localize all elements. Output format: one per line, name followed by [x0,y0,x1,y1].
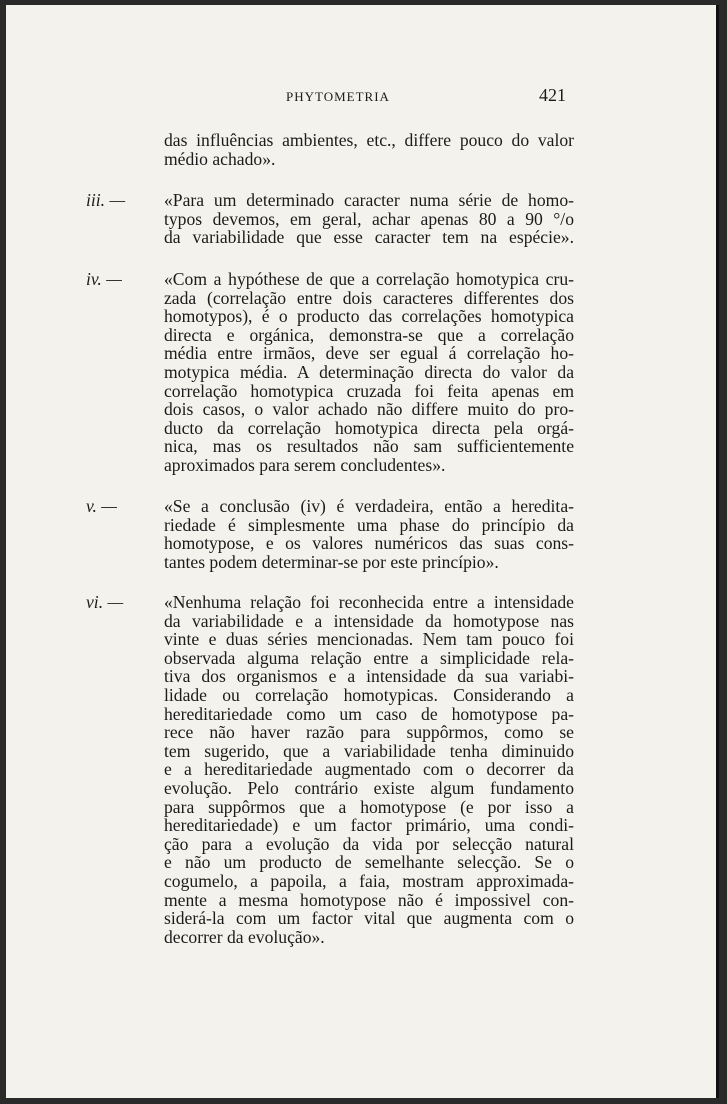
text-line: mente a mesma homotypose não é impossivel con- [164,889,574,910]
text-line: cogumelo, a papoila, a faia, mostram approximada- [164,870,574,891]
text-line: nica, mas os resultados não sam sufficientemente [164,436,574,457]
page-number: 421 [539,85,566,105]
text-line: typos devemos, em geral, achar apenas 80 a 90 °/o [164,208,574,229]
page-header [6,85,716,113]
item-label-iv: iv. — [86,269,122,289]
text-line: homotypose, e os valores numéricos das suas cons- [164,533,574,554]
text-line: tantes podem determinar-se por este princípio». [164,551,499,572]
text-line: correlação homotypica cruzada foi feita apenas em [164,380,574,401]
paragraph-iv [164,270,574,475]
paragraph-iii [164,191,574,247]
text-line: «Para um determinado caracter numa série de homo- [164,190,574,210]
text-line: e não um producto de semelhante selecção. Se o [164,852,574,873]
text-line: das influências ambientes, etc., differe pouco do valor [164,130,574,150]
text-line: da variabilidade e a intensidade da homotypose nas [164,610,574,631]
text-line: tiva dos organismos e a intensidade da sua variabi- [164,666,574,687]
text-line: médio achado». [164,148,276,169]
text-line: observada alguma relação entre a simplicidade rela- [164,647,574,668]
running-title: PHYTOMETRIA [286,89,390,104]
text-line: rece não haver razão para suppôrmos, como se [164,722,574,743]
text-line: aproximados para serem concludentes». [164,454,446,475]
text-line: hereditariedade como um caso de homotypose pa- [164,703,574,724]
text-line: e a hereditariedade augmentado com o decorrer da [164,759,574,780]
paragraph-vi [164,593,574,946]
text-line: «Se a conclusão (iv) é verdadeira, então a heredita- [164,496,574,516]
text-line: para suppôrmos que a homotypose (e por isso a [164,796,574,817]
text-line: vinte e duas séries mencionadas. Nem tam pouco foi [164,629,574,650]
text-line: tem sugerido, que a variabilidade tenha diminuido [164,740,574,761]
text-line: média entre irmãos, deve ser egual á correlação ho- [164,343,574,364]
item-label-v: v. — [86,496,117,516]
text-line: ção para a evolução da vida por selecção natural [164,833,574,854]
text-line: «Com a hypóthese de que a correlação homotypica cru- [164,269,574,289]
text-line: ducto da correlação homotypica directa pela orgá- [164,417,574,438]
text-line: «Nenhuma relação foi reconhecida entre a intensidade [164,592,574,612]
text-line: decorrer da evolução». [164,926,325,947]
text-line: lidade ou correlação homotypicas. Considerando a [164,684,574,705]
text-line: dois casos, o valor achado não differe muito do pro- [164,399,574,420]
text-line: directa e orgánica, demonstra-se que a correlação [164,324,574,345]
book-page [6,5,719,1098]
text-line: siderá-la com um factor vital que augmenta com o [164,908,574,929]
text-line: zada (correlação entre dois caracteres differentes dos [164,287,574,308]
text-line: homotypos), é o producto das correlações homotypica [164,306,574,327]
text-line: evolução. Pelo contrário existe algum fundamento [164,777,574,798]
text-line: hereditariedade) e um factor primário, uma condi- [164,815,574,836]
paragraph-v [164,497,574,571]
item-label-iii: iii. — [86,190,126,210]
paragraph-continuation [164,131,574,168]
text-line: motypica média. A determinação directa do valor da [164,361,574,382]
text-line: da variabilidade que esse caracter tem na espécie». [164,227,574,248]
item-label-vi: vi. — [86,592,124,612]
text-line: riedade é simplesmente uma phase do princípio da [164,514,574,535]
